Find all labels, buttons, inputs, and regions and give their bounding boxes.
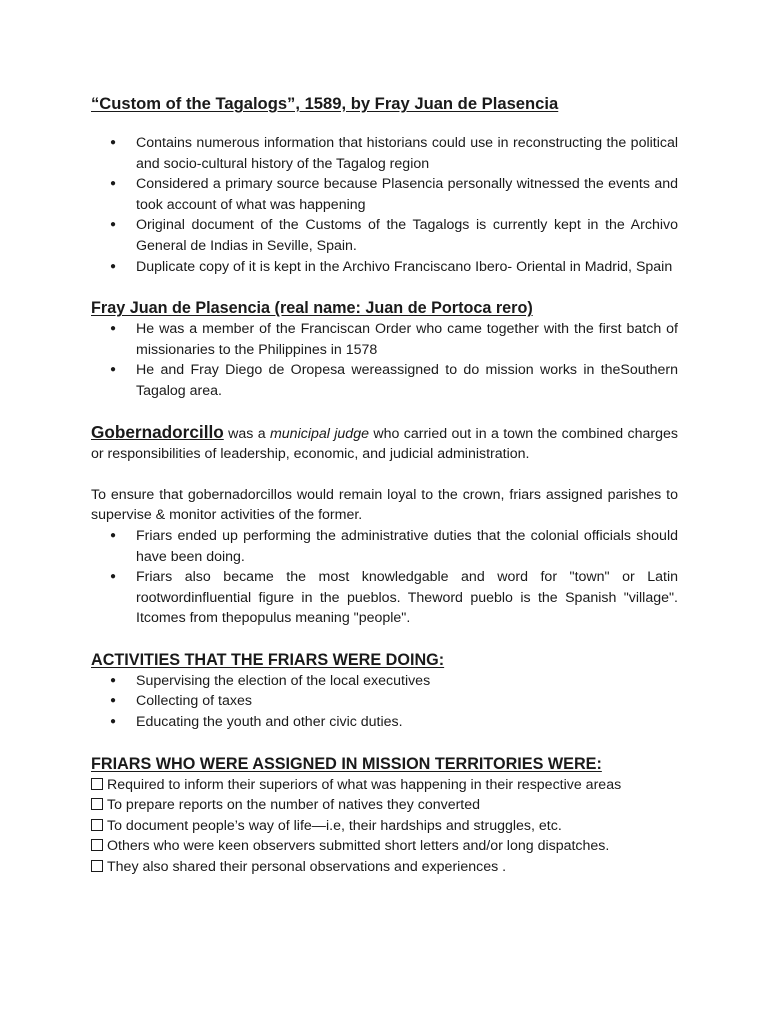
list-item: ● Original document of the Customs of the Tagalogs is currently kept in the Archivo General de Indias in Seville, Spain. [136, 215, 678, 256]
gobernadorcillo-paragraph [91, 422, 678, 465]
emphasis-text: municipal judge [269, 425, 369, 442]
document-title: “Custom of the Tagalogs”, 1589, by Fray Juan de Plasencia [91, 94, 559, 113]
checkbox-icon [91, 839, 103, 851]
plasencia-bullet-list [91, 319, 678, 401]
checkbox-icon [91, 819, 103, 831]
plasencia-heading: Fray Juan de Plasencia (real name: Juan de Portoca rero) [91, 299, 533, 318]
list-item: ● Considered a primary source because Plasencia personally witnessed the events and took account of what was happening [136, 174, 678, 215]
list-item [91, 775, 678, 796]
list-item: ● Contains numerous information that historians could use in reconstructing the political and socio-cultural history of the Tagalog region [136, 133, 678, 174]
list-item: ● Friars ended up performing the administrative duties that the colonial officials should have been doing. [136, 526, 678, 567]
checkbox-icon [91, 860, 103, 872]
list-item: ● Supervising the election of the local executives [136, 671, 678, 692]
checkbox-icon [91, 778, 103, 790]
list-item [91, 795, 678, 816]
list-item: ● Friars also became the most knowledgable and word for "town" or Latin rootwordinfluential figure in the pueblos. Theword pueblo is the Spanish "village". Itcomes from thepopulus meaning "people". [136, 567, 678, 629]
custom-bullet-list [91, 133, 678, 277]
checkbox-icon [91, 798, 103, 810]
activities-heading: ACTIVITIES THAT THE FRIARS WERE DOING: [91, 650, 445, 669]
list-item [91, 857, 678, 878]
loyalty-bullet-list [91, 526, 678, 629]
list-item: ● Duplicate copy of it is kept in the Archivo Franciscano Ibero- Oriental in Madrid, Spain [136, 257, 678, 278]
loyalty-paragraph: To ensure that gobernadorcillos would remain loyal to the crown, friars assigned parishes to supervise & monitor activities of the former. [91, 486, 678, 524]
list-item: ● He was a member of the Franciscan Order who came together with the first batch of missionaries to the Philippines in 1578 [136, 319, 678, 360]
list-item [91, 836, 678, 857]
paragraph-text: who carried out in a town the combined charges or responsibilities of leadership, economic, and judicial administration. [91, 425, 678, 463]
gobernadorcillo-term: Gobernadorcillo [91, 421, 224, 442]
missions-heading: FRIARS WHO WERE ASSIGNED IN MISSION TERRITORIES WERE: [91, 754, 602, 773]
list-item-text: Required to inform their superiors of what was happening in their respective areas [107, 776, 622, 793]
list-item [91, 816, 678, 837]
list-item-text: To prepare reports on the number of natives they converted [107, 797, 481, 814]
paragraph-text: was a [223, 425, 270, 442]
list-item-text: Others who were keen observers submitted short letters and/or long dispatches. [107, 838, 610, 855]
list-item: ● Educating the youth and other civic duties. [136, 712, 678, 733]
activities-bullet-list [91, 671, 678, 733]
list-item: ● Collecting of taxes [136, 691, 678, 712]
missions-checkbox-list [91, 775, 678, 878]
list-item-text: To document people’s way of life—i.e, their hardships and struggles, etc. [107, 817, 562, 834]
list-item: ● He and Fray Diego de Oropesa wereassigned to do mission works in theSouthern Tagalog area. [136, 360, 678, 401]
list-item-text: They also shared their personal observations and experiences . [107, 859, 507, 876]
document-body [91, 92, 678, 878]
